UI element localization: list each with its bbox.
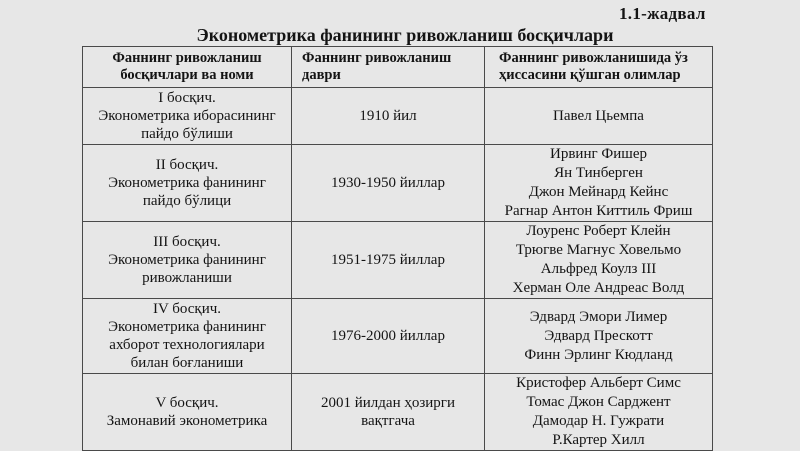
table-row bbox=[83, 299, 713, 374]
scientist-name: Финн Эрлинг Кюдланд bbox=[524, 346, 673, 363]
header-stage-line: Фаннинг ривожланиш bbox=[112, 50, 262, 66]
header-scientists bbox=[485, 47, 713, 88]
scientist-name: Кристофер Альберт Симс bbox=[516, 375, 681, 391]
stages-table bbox=[82, 46, 713, 451]
scientist-name: Эдвард Эмори Лимер bbox=[529, 308, 668, 325]
scientist-name: Рагнар Антон Киттиль Фриш bbox=[504, 203, 693, 219]
period-cell bbox=[292, 299, 485, 374]
period-cell bbox=[292, 88, 485, 145]
stage-line: Эконометрика иборасининг bbox=[98, 108, 276, 124]
stage-line: ривожланиши bbox=[142, 270, 232, 286]
stage-line: Эконометрика фанининг bbox=[108, 175, 266, 191]
scientist-name: Ян Тинберген bbox=[554, 165, 643, 181]
scientist-name: Лоуренс Роберт Клейн bbox=[526, 223, 671, 239]
scientist-name: Ирвинг Фишер bbox=[550, 146, 647, 162]
period-cell bbox=[292, 222, 485, 299]
stage-cell bbox=[83, 222, 292, 299]
period-line: вақтгача bbox=[361, 413, 415, 429]
period-line: 1910 йил bbox=[359, 108, 417, 124]
stage-line: I босқич. bbox=[158, 90, 216, 106]
header-period-line: даври bbox=[302, 67, 341, 83]
stage-line: Эконометрика фанининг bbox=[108, 252, 266, 268]
scientist-name: Томас Джон Сарджент bbox=[526, 394, 671, 410]
period-line: 1930-1950 йиллар bbox=[331, 175, 445, 191]
scientists-cell bbox=[485, 145, 713, 222]
scientist-name: Альфред Коулз III bbox=[540, 261, 657, 277]
period-cell bbox=[292, 374, 485, 451]
table-header-row bbox=[83, 47, 713, 88]
stage-line: III босқич. bbox=[153, 234, 221, 250]
scientist-name: Джон Мейнард Кейнс bbox=[528, 184, 669, 200]
scientists-cell bbox=[485, 222, 713, 299]
scientist-name: Трюгве Магнус Ховельмо bbox=[515, 242, 682, 258]
stage-cell bbox=[83, 88, 292, 145]
stage-cell bbox=[83, 374, 292, 451]
stage-line: V босқич. bbox=[155, 395, 219, 411]
scientist-name: Р.Картер Хилл bbox=[552, 432, 645, 448]
period-cell bbox=[292, 145, 485, 222]
stage-line: Замонавий эконометрика bbox=[106, 413, 268, 429]
scientist-name: Павел Цьемпа bbox=[553, 107, 644, 124]
scientists-cell bbox=[485, 88, 713, 145]
stage-line: ахборот технологиялари bbox=[109, 337, 265, 353]
header-period-line: Фаннинг ривожланиш bbox=[302, 50, 452, 66]
header-scientists-line: ҳиссасини қўшган олимлар bbox=[499, 67, 681, 83]
table-title: Эконометрика фанининг ривожланиш босқичлари bbox=[196, 25, 614, 45]
stage-line: пайдо бўлиши bbox=[141, 126, 233, 142]
scientist-name: Дамодар Н. Гужрати bbox=[532, 413, 665, 429]
table-number-label: 1.1-жадвал bbox=[619, 4, 706, 23]
period-line: 1976-2000 йиллар bbox=[331, 328, 445, 344]
stage-line: IV босқич. bbox=[152, 301, 222, 317]
period-line: 1951-1975 йиллар bbox=[331, 252, 445, 268]
table-row bbox=[83, 374, 713, 451]
header-period bbox=[292, 47, 485, 88]
stage-cell bbox=[83, 145, 292, 222]
table-row bbox=[83, 222, 713, 299]
stage-line: пайдо бўлици bbox=[142, 193, 232, 209]
scientists-cell bbox=[485, 299, 713, 374]
stage-line: Эконометрика фанининг bbox=[108, 319, 266, 335]
stage-cell bbox=[83, 299, 292, 374]
header-stage-line: босқичлари ва номи bbox=[120, 67, 254, 83]
stage-line: билан боғланиши bbox=[130, 355, 244, 371]
table-row bbox=[83, 145, 713, 222]
scientist-name: Эдвард Прескотт bbox=[544, 327, 653, 344]
stage-line: II босқич. bbox=[155, 157, 219, 173]
header-stage bbox=[83, 47, 292, 88]
scientist-name: Херман Оле Андреас Волд bbox=[512, 280, 685, 296]
header-scientists-line: Фаннинг ривожланишида ўз bbox=[499, 50, 688, 66]
table-row bbox=[83, 88, 713, 145]
period-line: 2001 йилдан ҳозирги bbox=[321, 395, 455, 411]
scientists-cell bbox=[485, 374, 713, 451]
